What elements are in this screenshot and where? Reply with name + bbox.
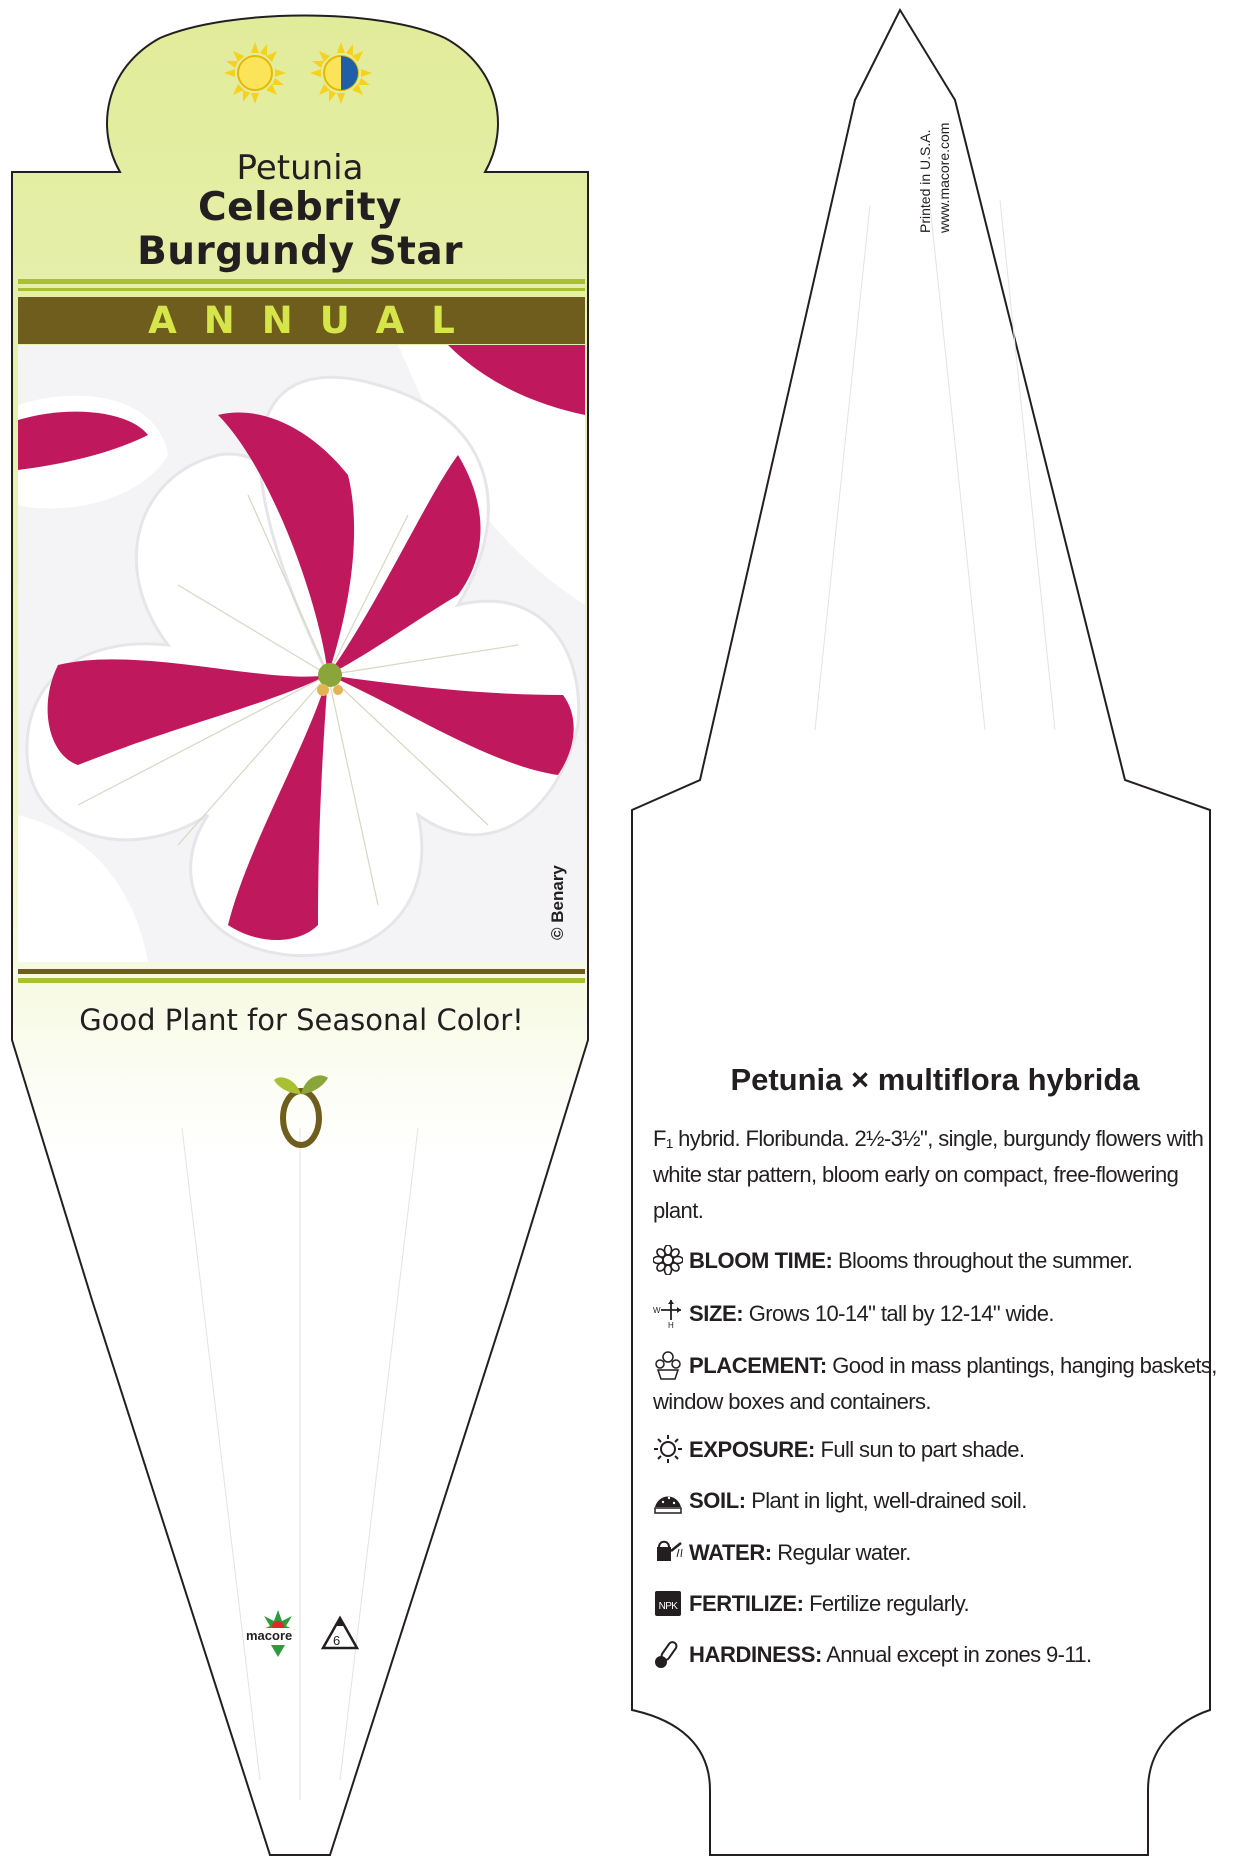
flower-photo — [18, 345, 585, 962]
npk-label: NPK — [658, 1601, 678, 1612]
attribute-hardiness: HARDINESS: Annual except in zones 9-11. — [653, 1637, 1218, 1673]
soil-icon — [653, 1485, 683, 1515]
brand-label: macore — [246, 1628, 293, 1643]
recycle-code: 6 — [333, 1633, 341, 1648]
top-rule — [18, 279, 585, 284]
thermometer-icon — [653, 1639, 683, 1669]
website-label: www.macore.com — [936, 122, 952, 233]
attribute-placement: PLACEMENT: Good in mass plantings, hanging baskets, window boxes and containers. — [653, 1348, 1218, 1420]
tagline: Good Plant for Seasonal Color! — [79, 1003, 524, 1037]
common-name: Petunia — [236, 148, 364, 188]
category-label: ANNUAL — [148, 299, 482, 342]
watering-can-icon — [653, 1537, 683, 1567]
attribute-fertilize: NPK FERTILIZE: Fertilize regularly. — [653, 1586, 1218, 1622]
printed-in-label: Printed in U.S.A. — [917, 129, 933, 233]
botanical-name: Petunia × multiflora hybrida — [730, 1062, 1140, 1097]
full-sun-icon — [222, 40, 288, 106]
attribute-size: W H SIZE: Grows 10-14" tall by 12-14" wide. — [653, 1296, 1218, 1332]
attribute-soil: SOIL: Plant in light, well-drained soil. — [653, 1483, 1218, 1519]
size-height-letter: H — [668, 1321, 674, 1328]
seed-logo-icon — [270, 1068, 332, 1152]
plant-description: F₁ hybrid. Floribunda. 2½-3½", single, burgundy flowers with white star pattern, bloom early on compact, free-flowering plant. — [653, 1126, 1204, 1223]
bottom-rule — [18, 969, 585, 974]
attribute-exposure: EXPOSURE: Full sun to part shade. — [653, 1432, 1218, 1468]
placement-icon — [653, 1350, 683, 1380]
npk-icon — [653, 1588, 683, 1618]
variety-name-line2: Burgundy Star — [137, 229, 463, 274]
flower-icon — [653, 1245, 683, 1275]
attribute-water: WATER: Regular water. — [653, 1535, 1218, 1571]
back-tag-outline — [632, 10, 1210, 1855]
variety-name-line1: Celebrity — [198, 185, 402, 230]
sun-icon — [653, 1434, 683, 1464]
size-width-letter: W — [653, 1306, 660, 1315]
part-sun-icon — [308, 40, 374, 106]
attribute-bloom-time: BLOOM TIME: Blooms throughout the summer. — [653, 1243, 1218, 1279]
photo-credit: © Benary — [548, 865, 567, 940]
size-arrows-icon — [653, 1298, 683, 1328]
